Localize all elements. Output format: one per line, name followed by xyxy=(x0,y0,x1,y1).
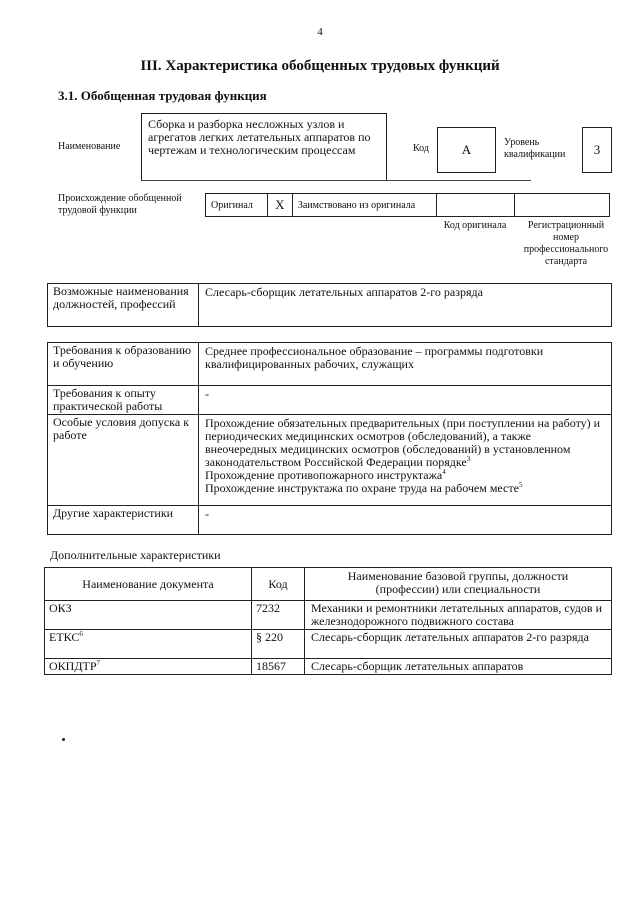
section-title: III. Характеристика обобщенных трудовых функций xyxy=(140,58,500,74)
positions-label: Возможные наименования должностей, профессий xyxy=(48,284,199,327)
positions-value: Слесарь-сборщик летательных аппаратов 2-го разряда xyxy=(199,284,612,327)
table-row xyxy=(48,343,612,386)
code-cell: 18567 xyxy=(252,659,305,675)
footnote-4: 4 xyxy=(442,468,446,476)
table-row xyxy=(48,415,612,506)
admission-line-3: Прохождение инструктажа по охране труда на рабочем месте xyxy=(205,481,519,495)
origin-bar xyxy=(205,193,610,217)
admission-line-2: Прохождение противопожарного инструктажа xyxy=(205,468,443,482)
level-label: Уровень квалификации xyxy=(504,137,566,160)
admission-label: Особые условия допуска к работе xyxy=(48,415,199,506)
function-name-value: Сборка и разборка несложных узлов и агрегатов легких летательных аппаратов по чертежам и технологическим процессам xyxy=(141,113,387,181)
footnote-5: 5 xyxy=(518,481,523,489)
table-row xyxy=(48,386,612,415)
name-label: Наименование xyxy=(58,141,121,152)
footnote-7: 7 xyxy=(96,659,101,667)
original-label: Оригинал xyxy=(206,194,268,216)
code-cell: § 220 xyxy=(252,630,305,659)
original-mark: X xyxy=(268,194,293,216)
table-header-row xyxy=(45,568,612,601)
origin-label: Происхождение обобщенной трудовой функции xyxy=(58,193,182,216)
code-original-cell xyxy=(437,194,515,216)
admission-value xyxy=(199,415,612,506)
footnote-3: 3 xyxy=(466,455,471,463)
experience-label: Требования к опыту практической работы xyxy=(48,386,199,415)
other-label: Другие характеристики xyxy=(48,506,199,535)
table-row xyxy=(45,630,612,659)
doc-name: ОКЗ xyxy=(49,601,72,615)
doc-name: ЕТКС xyxy=(49,630,80,644)
name-cell: Механики и ремонтники летательных аппаратов, судов и железнодорожного подвижного состава xyxy=(305,601,612,630)
name-cell: Слесарь-сборщик летательных аппаратов xyxy=(305,659,612,675)
positions-table xyxy=(47,283,612,327)
reg-number-cell xyxy=(515,194,609,216)
requirements-table xyxy=(47,342,612,535)
scan-speck xyxy=(62,738,65,741)
name-divider xyxy=(141,180,531,181)
table-row xyxy=(45,659,612,675)
code-value: А xyxy=(437,127,496,173)
doc-cell xyxy=(45,601,252,630)
table-row xyxy=(48,284,612,327)
code-cell: 7232 xyxy=(252,601,305,630)
header-name: Наименование базовой группы, должности (профессии) или специальности xyxy=(305,568,612,601)
code-original-label: Код оригинала xyxy=(443,220,507,231)
doc-cell xyxy=(45,630,252,659)
header-document: Наименование документа xyxy=(45,568,252,601)
name-cell: Слесарь-сборщик летательных аппаратов 2-го разряда xyxy=(305,630,612,659)
reg-number-label: Регистрационный номер профессионального стандарта xyxy=(523,220,609,267)
doc-name: ОКПДТР xyxy=(49,659,97,673)
borrowed-label: Заимствовано из оригинала xyxy=(293,194,438,216)
subsection-title: 3.1. Обобщенная трудовая функция xyxy=(58,88,267,103)
doc-cell xyxy=(45,659,252,675)
additional-title: Дополнительные характеристики xyxy=(50,548,221,562)
other-value: - xyxy=(199,506,612,535)
page-number: 4 xyxy=(317,26,323,38)
header-code: Код xyxy=(252,568,305,601)
admission-line-1: Прохождение обязательных предварительных (при поступлении на работу) и периодических медицинских осмотров (обследований), а также внеочередных медицинских осмотров (обследований) в установленном законодательством Российской Федерации порядке xyxy=(205,416,601,469)
additional-table xyxy=(44,567,612,675)
code-label: Код xyxy=(413,143,429,154)
table-row xyxy=(48,506,612,535)
experience-value: - xyxy=(199,386,612,415)
education-value: Среднее профессиональное образование – программы подготовки квалифицированных рабочих, служащих xyxy=(199,343,612,386)
table-row xyxy=(45,601,612,630)
footnote-6: 6 xyxy=(79,630,83,638)
education-label: Требования к образованию и обучению xyxy=(48,343,199,386)
level-value: 3 xyxy=(582,127,612,173)
